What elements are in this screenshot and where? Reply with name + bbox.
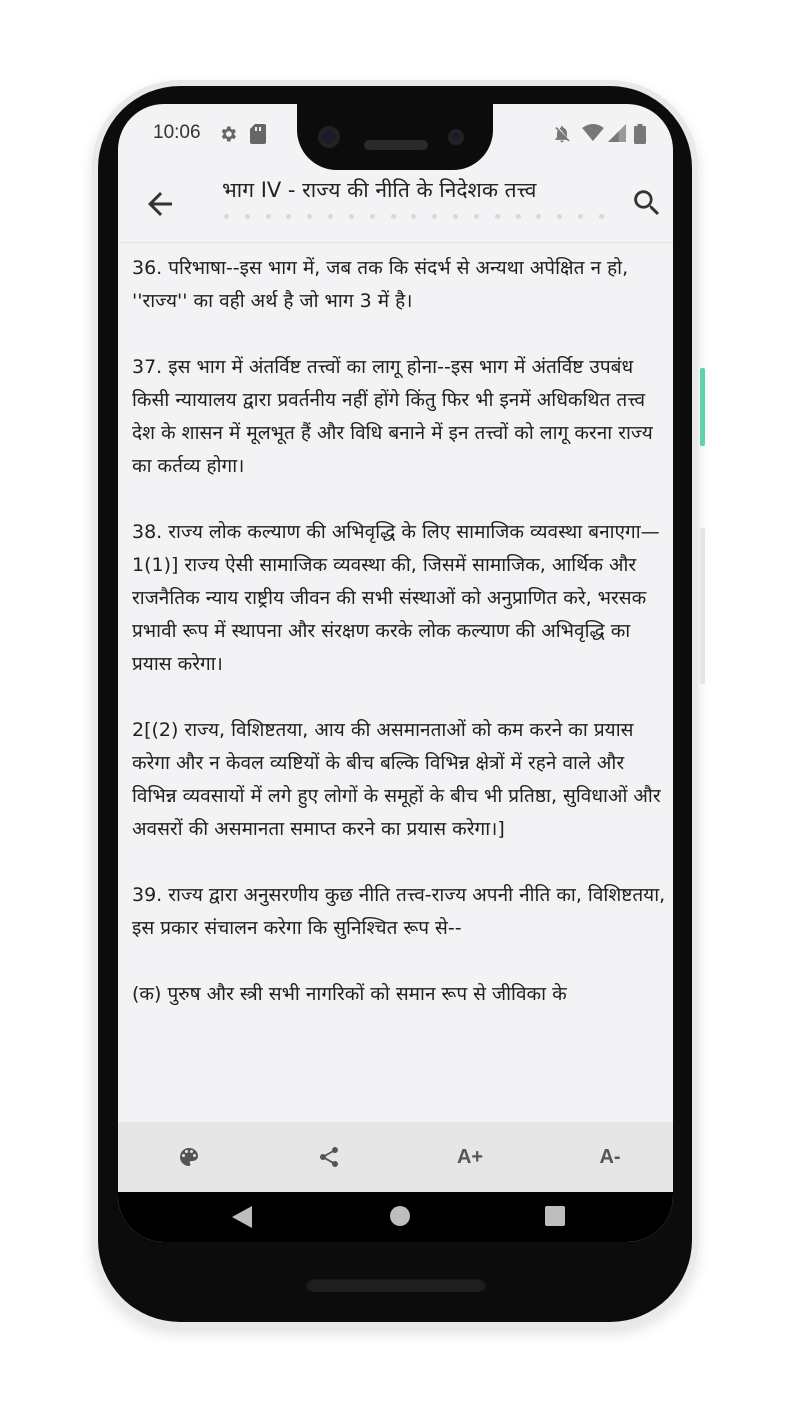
- volume-button: [700, 528, 705, 684]
- front-sensor-icon: [448, 129, 464, 145]
- gear-icon: [218, 124, 238, 149]
- share-button[interactable]: [309, 1139, 349, 1175]
- paragraph-38-1: 38. राज्य लोक कल्याण की अभिवृद्धि के लिए सामाजिक व्यवस्था बनाएगा— 1(1)] राज्य ऐसी सामाजिक व्यवस्था की, जिसमें सामाजिक, आर्थिक और राजनैतिक न्याय राष्ट्रीय जीवन की सभी संस्थाओं को अनुप्राणित करे, भरसक प्रभावी रूप में स्थापना और संरक्षण करके लोक कल्याण की अभिवृद्धि का प्रयास करेगा।: [132, 521, 660, 675]
- palette-icon: [177, 1145, 201, 1169]
- battery-icon: [634, 124, 646, 149]
- title-dots-divider: [224, 214, 604, 219]
- system-nav-bar: [118, 1192, 673, 1242]
- share-icon: [317, 1145, 341, 1169]
- font-increase-button[interactable]: A+: [456, 1145, 484, 1168]
- paragraph-37: 37. इस भाग में अंतर्विष्ट तत्त्वों का लागू होना--इस भाग में अंतर्विष्ट उपबंध किसी न्यायालय द्वारा प्रवर्तनीय नहीं होंगे किंतु फिर भी इनमें अधिकथित तत्त्व देश के शासन में मूलभूत हैं और विधि बनाने में इन तत्त्वों को लागू करना राज्य का कर्तव्य होगा।: [132, 356, 653, 477]
- earpiece-speaker: [364, 140, 428, 150]
- wifi-icon: [582, 124, 604, 147]
- paragraph-38-2: 2[(2) राज्य, विशिष्टतया, आय की असमानताओं को कम करने का प्रयास करेगा और न केवल व्यष्टियों के बीच बल्कि विभिन्न क्षेत्रों में रहने वाले और विभिन्न व्यवसायों में लगे हुए लोगों के समूहों के बीच भी प्रतिष्ठा, सुविधाओं और अवसरों की असमानता समाप्त करने का प्रयास करेगा।]: [132, 719, 661, 840]
- search-icon: [630, 186, 664, 220]
- nav-recents-icon[interactable]: [545, 1206, 565, 1226]
- nav-home-icon[interactable]: [390, 1206, 410, 1226]
- paragraph-39: 39. राज्य द्वारा अनुसरणीय कुछ नीति तत्त्व-राज्य अपनी नीति का, विशिष्टतया, इस प्रकार संचालन करेगा कि सुनिश्चित रूप से--: [132, 884, 666, 939]
- bottom-speaker: [306, 1278, 486, 1292]
- screen: [118, 104, 673, 1242]
- arrow-back-icon: [142, 186, 178, 222]
- bottom-toolbar: [118, 1122, 673, 1192]
- power-button: [700, 368, 705, 446]
- paragraph-39-a: (क) पुरुष और स्त्री सभी नागरिकों को समान रूप से जीविका के: [132, 983, 567, 1005]
- front-camera-icon: [318, 126, 340, 148]
- nav-back-icon[interactable]: [232, 1206, 252, 1232]
- app-bar: [118, 166, 673, 243]
- notifications-off-icon: [552, 124, 572, 149]
- theme-button[interactable]: [169, 1139, 209, 1175]
- status-time: 10:06: [153, 122, 201, 143]
- back-button[interactable]: [142, 186, 178, 222]
- search-button[interactable]: [630, 186, 666, 222]
- sd-card-icon: [250, 124, 266, 149]
- article-content[interactable]: [132, 252, 667, 1122]
- font-decrease-button[interactable]: A-: [599, 1145, 621, 1168]
- signal-icon: [608, 124, 626, 147]
- paragraph-36: 36. परिभाषा--इस भाग में, जब तक कि संदर्भ से अन्यथा अपेक्षित न हो, ''राज्य'' का वही अर्थ है जो भाग 3 में है।: [132, 257, 629, 312]
- page-title: भाग IV - राज्य की नीति के निदेशक तत्त्व: [222, 178, 537, 202]
